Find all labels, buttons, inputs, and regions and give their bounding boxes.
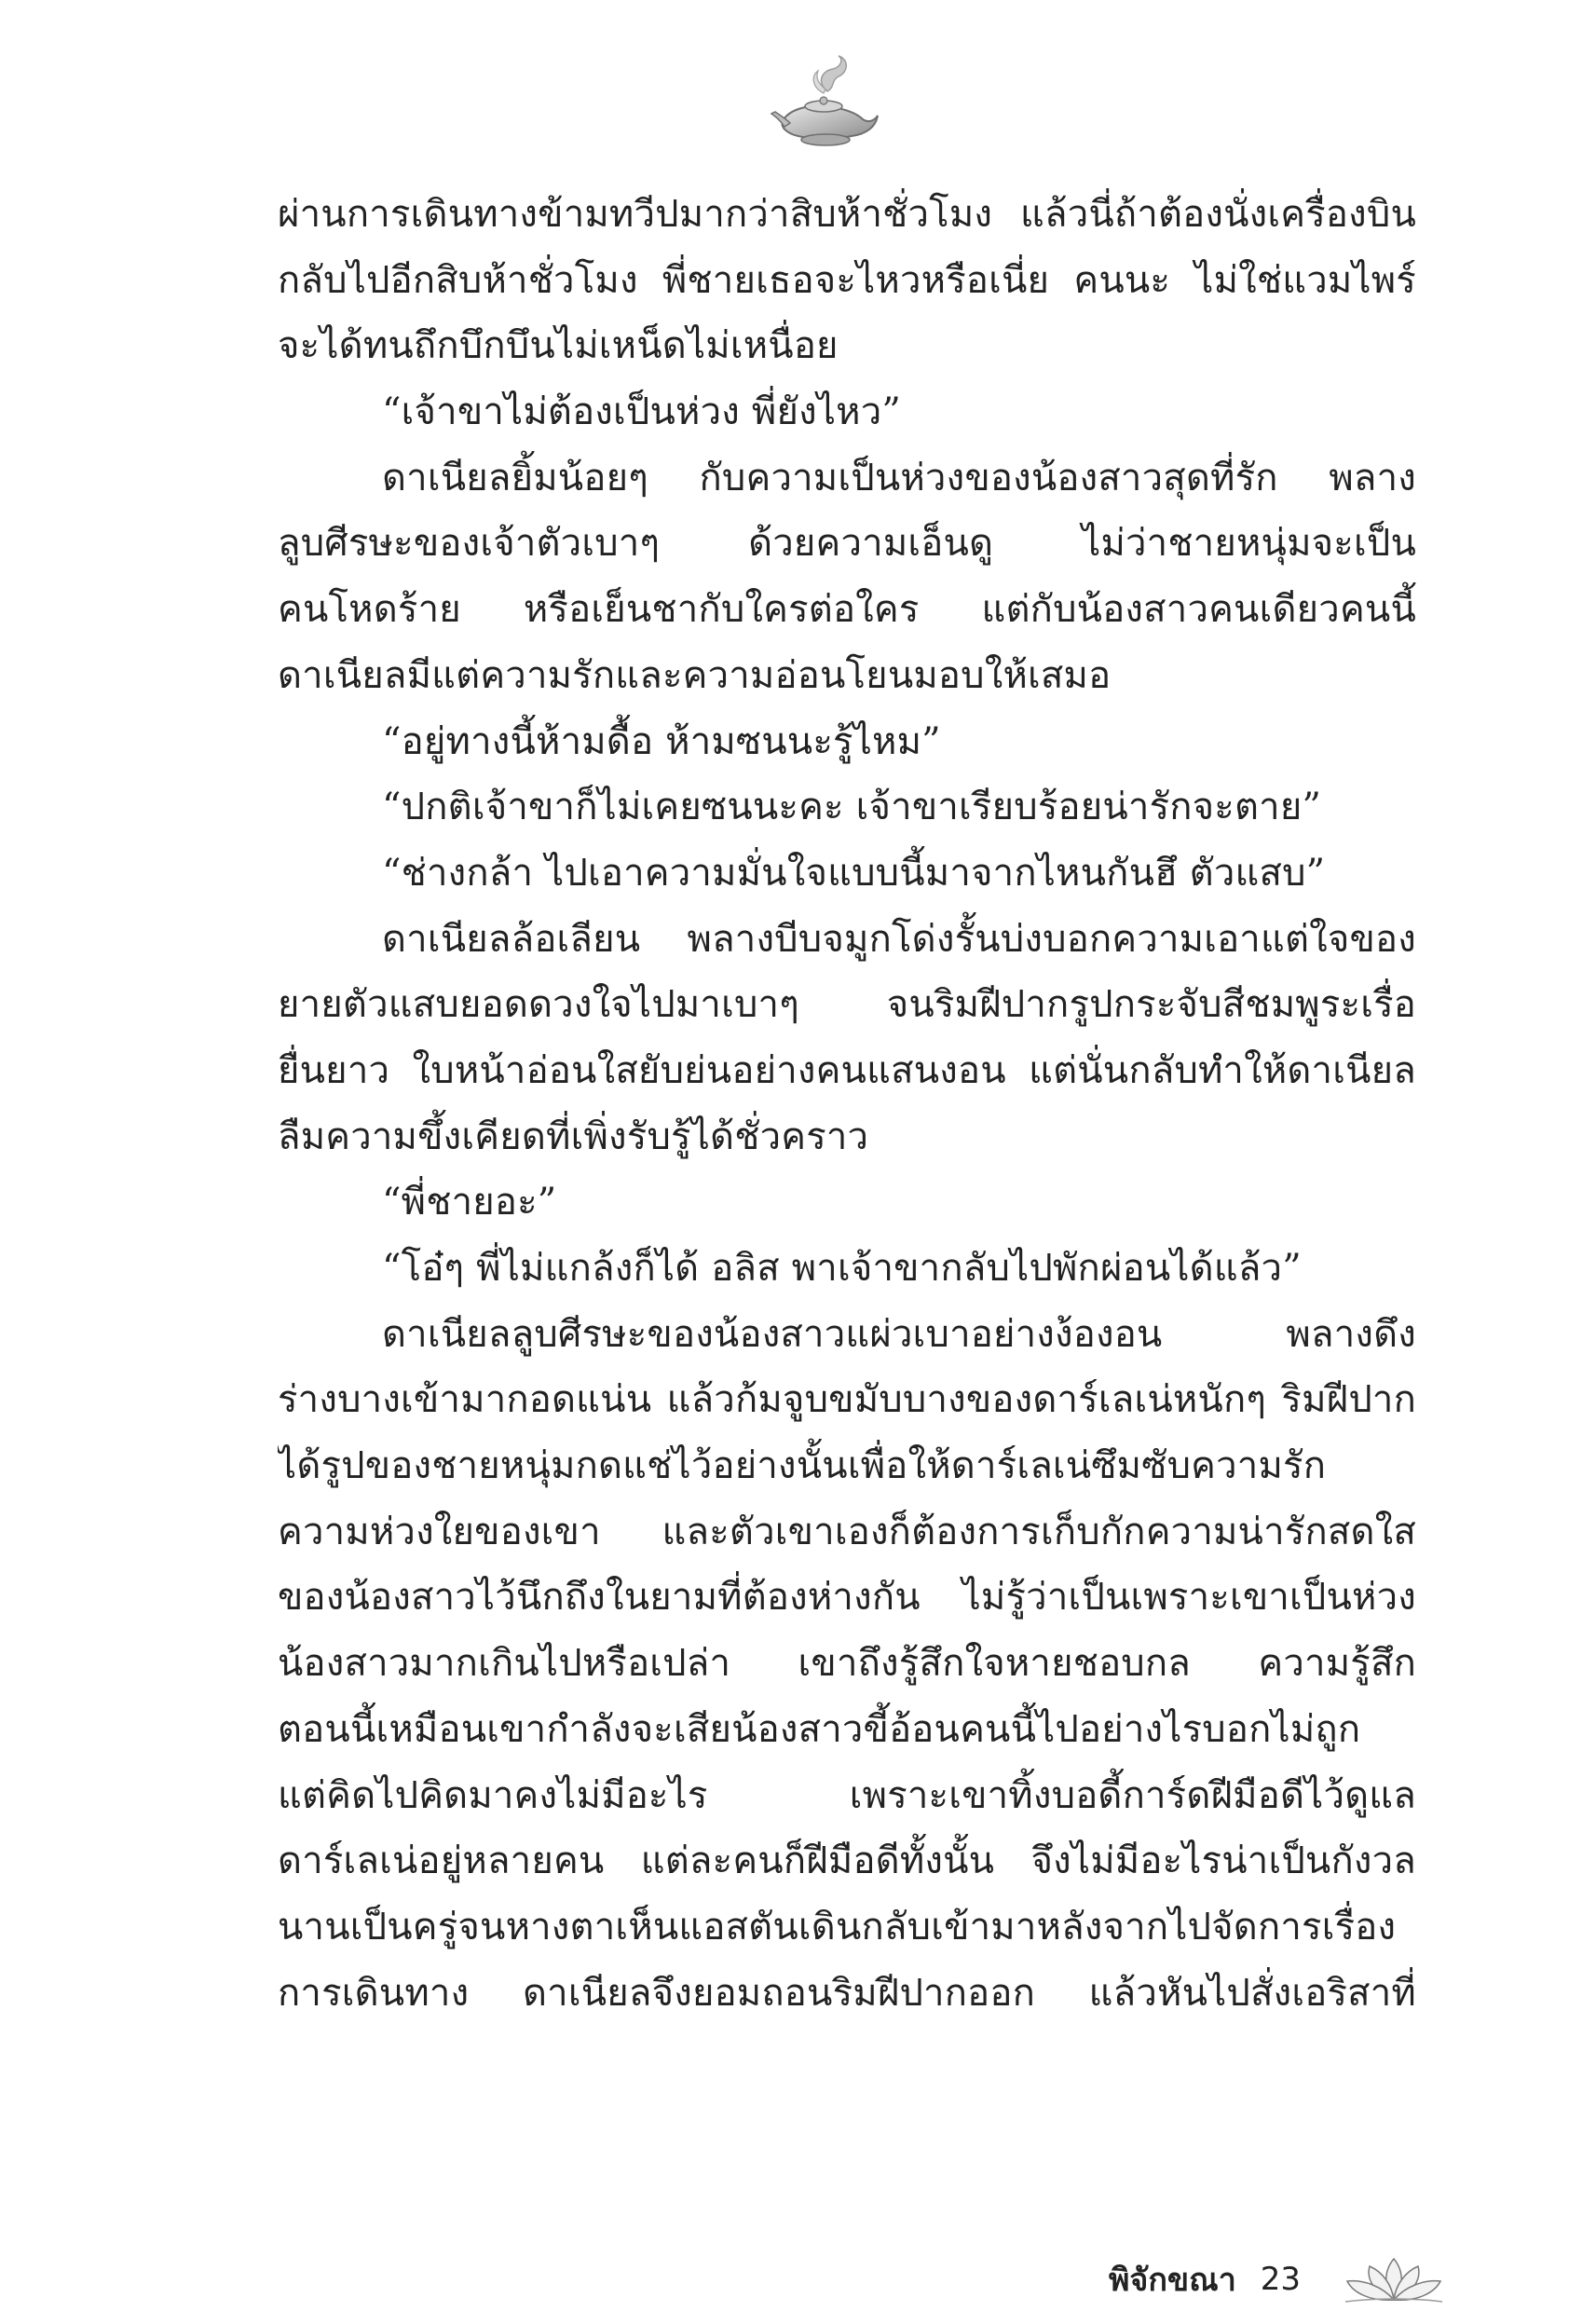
text-line: คนโหดร้าย หรือเย็นชากับใครต่อใคร แต่กับน้องสาวคนเดียวคนนี้ [278,588,1416,632]
text-line: กลับไปอีกสิบห้าชั่วโมง พี่ชายเธอจะไหวหรือเนี่ย คนนะ ไม่ใช่แวมไพร์ [278,258,1416,302]
text-line: ยื่นยาว ใบหน้าอ่อนใสยับย่นอย่างคนแสนงอน แต่นั่นกลับทำให้ดาเนียล [278,1048,1416,1092]
lotus-ornament-icon [1338,2253,1450,2305]
text-line: “พี่ชายอะ” [382,1181,557,1224]
body-text [278,182,1416,2026]
text-line: จะได้ทนถึกบึกบึนไม่เหน็ดไม่เหนื่อย [278,324,839,368]
text-line: “โอ๋ๆ พี่ไม่แกล้งก็ได้ อลิส พาเจ้าขากลับไปพักผ่อนได้แล้ว” [382,1247,1302,1290]
page-number: 23 [1260,2261,1302,2298]
text-line: นานเป็นครู่จนหางตาเห็นแอสตันเดินกลับเข้ามาหลังจากไปจัดการเรื่อง [278,1905,1397,1949]
text-line: ดาเนียลล้อเลียน พลางบีบจมูกโด่งรั้นบ่งบอกความเอาแต่ใจของ [382,917,1416,961]
text-line: การเดินทาง ดาเนียลจึงยอมถอนริมฝีปากออก แล้วหันไปสั่งเอริสาที่ [278,1971,1416,2015]
lamp-ornament-icon [770,54,880,147]
text-line: ลืมความขึ้งเคียดที่เพิ่งรับรู้ได้ชั่วคราว [278,1114,869,1158]
text-line: ได้รูปของชายหนุ่มกดแช่ไว้อย่างนั้นเพื่อให้ดาร์เลเน่ซึมซับความรัก [278,1444,1327,1488]
text-line: ดาร์เลเน่อยู่หลายคน แต่ละคนก็ฝีมือดีทั้งนั้น จึงไม่มีอะไรน่าเป็นกังวล [278,1839,1416,1883]
text-line: ตอนนี้เหมือนเขากำลังจะเสียน้องสาวขี้อ้อนคนนี้ไปอย่างไรบอกไม่ถูก [278,1707,1361,1751]
page-footer [1109,2253,1450,2305]
text-line: ความห่วงใยของเขา และตัวเขาเองก็ต้องการเก็บกักความน่ารักสดใส [278,1510,1416,1553]
text-line: น้องสาวมากเกินไปหรือเปล่า เขาถึงรู้สึกใจหายชอบกล ความรู้สึก [278,1642,1416,1686]
text-line: ของน้องสาวไว้นึกถึงในยามที่ต้องห่างกัน ไม่รู้ว่าเป็นเพราะเขาเป็นห่วง [278,1576,1416,1620]
text-line: ดาเนียลยิ้มน้อยๆ กับความเป็นห่วงของน้องสาวสุดที่รัก พลาง [382,456,1416,499]
text-line: ผ่านการเดินทางข้ามทวีปมากว่าสิบห้าชั่วโมง แล้วนี่ถ้าต้องนั่งเครื่องบิน [278,193,1416,236]
text-line: ลูบศีรษะของเจ้าตัวเบาๆ ด้วยความเอ็นดู ไม่ว่าชายหนุ่มจะเป็น [278,522,1416,566]
text-line: “เจ้าขาไม่ต้องเป็นห่วง พี่ยังไหว” [382,390,902,434]
text-line: ยายตัวแสบยอดดวงใจไปมาเบาๆ จนริมฝีปากรูปกระจับสีชมพูระเรื่อ [278,983,1416,1027]
text-line: “อยู่ทางนี้ห้ามดื้อ ห้ามซนนะรู้ไหม” [382,719,941,763]
text-line: “ปกติเจ้าขาก็ไม่เคยซนนะคะ เจ้าขาเรียบร้อยน่ารักจะตาย” [382,786,1322,829]
footer-book-title: พิจักขณา [1109,2262,1236,2299]
text-line: ร่างบางเข้ามากอดแน่น แล้วก้มจูบขมับบางของดาร์เลเน่หนักๆ ริมฝีปาก [278,1378,1416,1422]
text-line: “ช่างกล้า ไปเอาความมั่นใจแบบนี้มาจากไหนกันฮึ ตัวแสบ” [382,851,1326,895]
text-line: ดาเนียลลูบศีรษะของน้องสาวแผ่วเบาอย่างง้องอน พลางดึง [382,1312,1416,1356]
text-line: แต่คิดไปคิดมาคงไม่มีอะไร เพราะเขาทิ้งบอดี้การ์ดฝีมือดีไว้ดูแล [278,1773,1416,1817]
text-line: ดาเนียลมีแต่ความรักและความอ่อนโยนมอบให้เสมอ [278,653,1112,697]
